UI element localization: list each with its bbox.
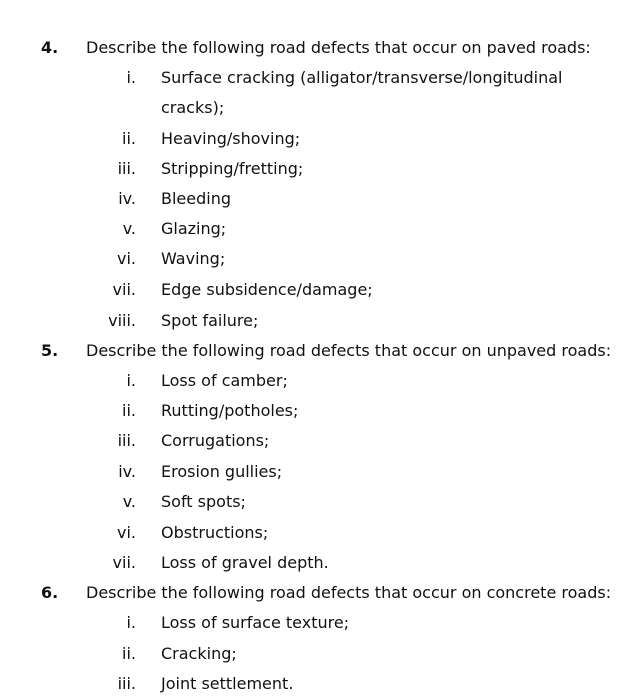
- list-numeral: ii.: [122, 129, 136, 148]
- list-item-text: Rutting/potholes;: [161, 401, 299, 420]
- question-prompt: Describe the following road defects that occur on paved roads:: [86, 38, 591, 57]
- list-numeral: vii.: [112, 553, 136, 572]
- list-item-text: Loss of surface texture;: [161, 613, 350, 632]
- list-numeral: iv.: [118, 189, 136, 208]
- list-numeral: iii.: [117, 159, 136, 178]
- list-numeral: vi.: [117, 249, 136, 268]
- list-item: [0, 396, 618, 426]
- question-number: 4.: [41, 38, 59, 57]
- list-item-text: Stripping/fretting;: [161, 159, 304, 178]
- list-item: [0, 184, 618, 214]
- list-item-text: Corrugations;: [161, 431, 270, 450]
- list-item: [0, 63, 618, 93]
- list-item-text: Glazing;: [161, 219, 227, 238]
- list-item: [0, 608, 618, 638]
- list-item-text: Obstructions;: [161, 523, 269, 542]
- question-prompt: Describe the following road defects that occur on concrete roads:: [86, 583, 612, 602]
- question-number: 5.: [41, 341, 59, 360]
- list-item-text: Waving;: [161, 249, 226, 268]
- list-item-text: cracks);: [161, 98, 225, 117]
- list-numeral: v.: [122, 492, 136, 511]
- list-numeral: iii.: [117, 431, 136, 450]
- list-item: [0, 487, 618, 517]
- list-item-continuation: [0, 93, 618, 123]
- list-item-text: Soft spots;: [161, 492, 246, 511]
- list-item: [0, 154, 618, 184]
- list-numeral: viii.: [108, 311, 136, 330]
- list-item: [0, 275, 618, 305]
- list-item-text: Heaving/shoving;: [161, 129, 301, 148]
- list-item: [0, 669, 618, 699]
- question-4-heading: [0, 33, 618, 63]
- list-item: [0, 518, 618, 548]
- list-item: [0, 457, 618, 487]
- list-numeral: iv.: [118, 462, 136, 481]
- question-number: 6.: [41, 583, 59, 602]
- list-numeral: vi.: [117, 523, 136, 542]
- list-item-text: Spot failure;: [161, 311, 259, 330]
- list-item-text: Erosion gullies;: [161, 462, 283, 481]
- list-numeral: ii.: [122, 644, 136, 663]
- question-5-heading: [0, 336, 618, 366]
- list-item-text: Joint settlement.: [161, 674, 294, 693]
- list-item: [0, 548, 618, 578]
- list-item: [0, 244, 618, 274]
- list-item-text: Loss of camber;: [161, 371, 288, 390]
- list-numeral: ii.: [122, 401, 136, 420]
- list-numeral: iii.: [117, 674, 136, 693]
- list-numeral: i.: [126, 613, 136, 632]
- list-item: [0, 214, 618, 244]
- list-numeral: v.: [122, 219, 136, 238]
- list-numeral: i.: [126, 68, 136, 87]
- question-6-heading: [0, 578, 618, 608]
- list-item: [0, 426, 618, 456]
- list-item-text: Bleeding: [161, 189, 232, 208]
- list-item-text: Surface cracking (alligator/transverse/longitudinal: [161, 68, 563, 87]
- list-item-text: Edge subsidence/damage;: [161, 280, 373, 299]
- list-item-text: Loss of gravel depth.: [161, 553, 329, 572]
- list-item: [0, 306, 618, 336]
- list-numeral: vii.: [112, 280, 136, 299]
- list-item: [0, 124, 618, 154]
- list-item-text: Cracking;: [161, 644, 237, 663]
- question-prompt: Describe the following road defects that occur on unpaved roads:: [86, 341, 612, 360]
- list-numeral: i.: [126, 371, 136, 390]
- list-item: [0, 366, 618, 396]
- list-item: [0, 639, 618, 669]
